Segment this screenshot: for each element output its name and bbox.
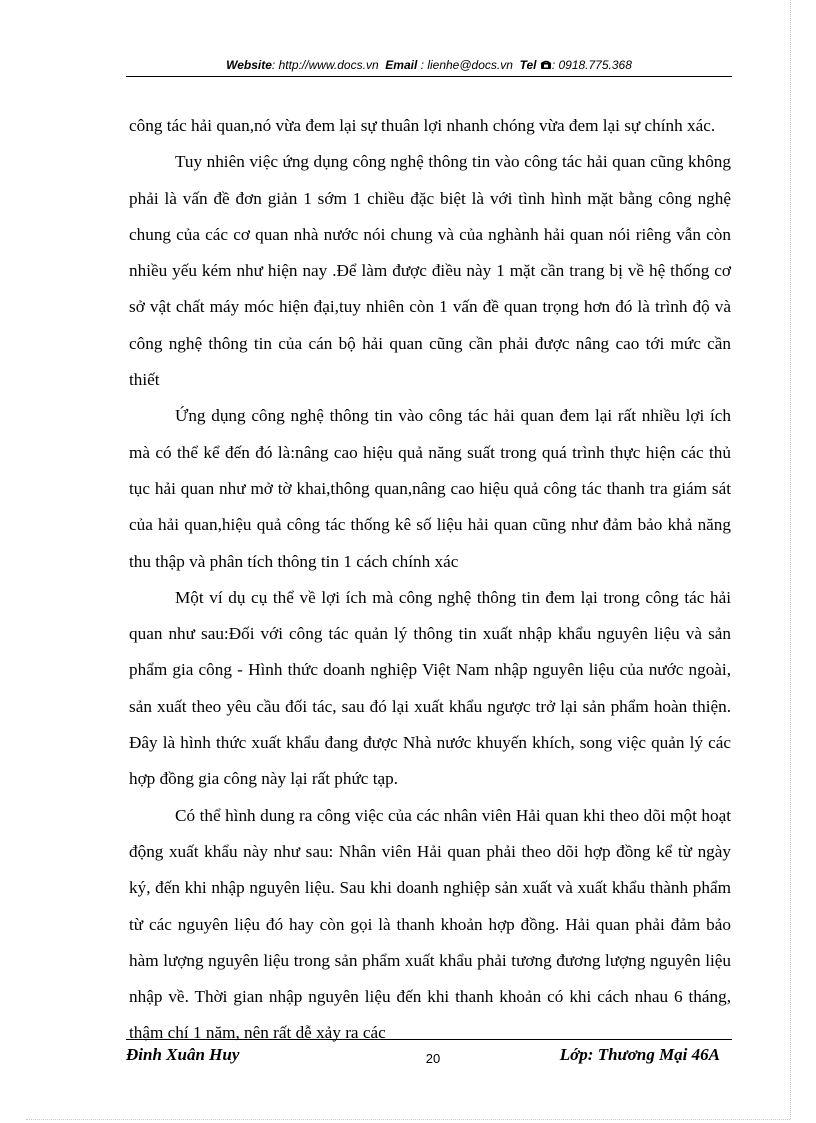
paragraph-2: Tuy nhiên việc ứng dụng công nghệ thông tin vào công tác hải quan cũng không phải là vấn đề đơn giản 1 sớm 1 chiều đặc biệt là với tình hình mặt bằng công nghệ chung của các cơ quan nhà nước nói chung và của nghành hải quan nói riêng vẫn còn nhiều yếu kém như hiện nay .Để làm được điều này 1 mặt cần trang bị về hệ thống cơ sở vật chất máy móc hiện đại,tuy nhiên còn 1 vấn đề quan trọng hơn đó là trình độ và công nghệ thông tin của cán bộ hải quan cũng cần phải được nâng cao tới mức cần thiết [129,152,731,390]
email-label: Email [385,58,418,72]
paragraph-1: công tác hải quan,nó vừa đem lại sự thuân lợi nhanh chóng vừa đem lại sự chính xác. [129,116,716,135]
header-divider [126,76,732,77]
tel-value: : 0918.775.368 [551,58,632,72]
page-number: 20 [425,1051,441,1066]
phone-icon [540,58,552,72]
tel-label: Tel [519,58,537,72]
footer-divider [126,1039,732,1040]
body-text [129,108,731,1052]
paragraph-5: Có thể hình dung ra công việc của các nhân viên Hải quan khi theo dõi một hoạt động xuất khẩu này như sau: Nhân viên Hải quan phải theo dõi hợp đồng kể từ ngày ký, đến khi nhập nguyên liệu. Sau khi doanh nghiệp sản xuất và xuất khẩu thành phẩm từ các nguyên liệu đó hay còn gọi là thanh khoản hợp đồng. Hải quan phải đảm bảo hàm lượng nguyên liệu trong sản phẩm xuất khẩu phải tương đương lượng nguyên liệu nhập về. Thời gian nhập nguyên liệu đến khi thanh khoản có khi cách nhau 6 tháng, thậm chí 1 năm, nên rất dễ xảy ra các [129,805,731,1043]
website-label: Website [226,58,272,72]
paragraph-4: Một ví dụ cụ thể về lợi ích mà công nghệ thông tin đem lại trong công tác hải quan như sau:Đối với công tác quản lý thông tin xuất nhập khẩu nguyên liệu và sản phẩm gia công - Hình thức doanh nghiệp Việt Nam nhập nguyên liệu của nước ngoài, sản xuất theo yêu cầu đối tác, sau đó lại xuất khẩu ngược trở lại sản phẩm hoàn thiện. Đây là hình thức xuất khẩu đang được Nhà nước khuyến khích, song việc quản lý các hợp đồng gia công này lại rất phức tạp. [129,587,731,789]
paragraph-3: Ứng dụng công nghệ thông tin vào công tác hải quan đem lại rất nhiều lợi ích mà có thể kể đến đó là:nâng cao hiệu quả năng suất trong quá trình thực hiện các thủ tục hải quan như mở tờ khai,thông quan,nâng cao hiệu quả công tác thanh tra giám sát của hải quan,hiệu quả công tác thống kê số liệu hải quan cũng như đảm bảo khả năng thu thập và phân tích thông tin 1 cách chính xác [129,406,731,571]
page-header [126,57,732,73]
page-edge-right [790,0,791,1119]
website-value[interactable]: : http://www.docs.vn [271,58,379,72]
footer-class: Lớp: Thương Mại 46A [559,1045,720,1064]
email-value[interactable]: : lienhe@docs.vn [420,58,513,72]
page-edge-bottom [26,1119,790,1120]
footer-author: Đinh Xuân Huy [126,1045,240,1064]
